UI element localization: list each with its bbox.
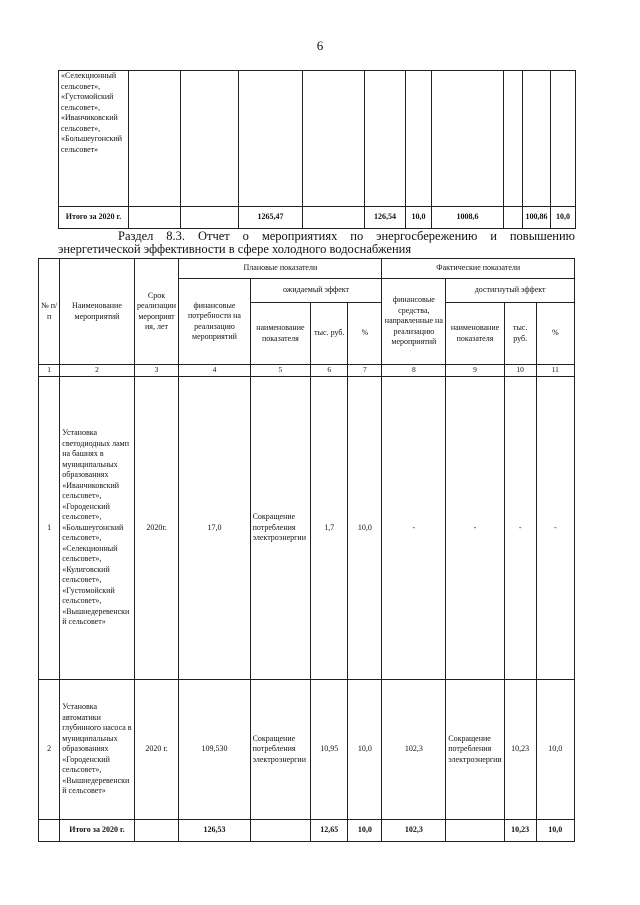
top-total-fact-fin: 1008,6 bbox=[432, 207, 504, 229]
section-title bbox=[58, 230, 575, 256]
total-exp-sum: 12,65 bbox=[311, 820, 348, 842]
total-ach-pct: 10,0 bbox=[536, 820, 574, 842]
top-total-ach-sum: 100,86 bbox=[523, 207, 551, 229]
header-exp-pct: % bbox=[348, 303, 382, 365]
top-total-exp-sum: 126,54 bbox=[365, 207, 406, 229]
total-fin: 126,53 bbox=[179, 820, 250, 842]
continued-table bbox=[58, 70, 576, 229]
top-total-ach-pct: 10,0 bbox=[551, 207, 576, 229]
top-total-exp-pct: 10,0 bbox=[406, 207, 432, 229]
total-ach-sum: 10,23 bbox=[504, 820, 536, 842]
row-fact-fin: - bbox=[382, 377, 446, 680]
row-term: 2020 г. bbox=[134, 680, 179, 820]
col-number: 10 bbox=[504, 365, 536, 377]
top-total-label: Итого за 2020 г. bbox=[59, 207, 129, 229]
header-ach-sum: тыс. руб. bbox=[504, 303, 536, 365]
section-title-line2: энергетической эффективности в сфере холодного водоснабжения bbox=[58, 242, 412, 256]
row-ach-pct: - bbox=[536, 377, 574, 680]
section-title-line1: Раздел 8.3. Отчет о мероприятиях по энергосбережению и повышению bbox=[118, 229, 575, 243]
col-number: 3 bbox=[134, 365, 179, 377]
header-name: Наименование мероприятий bbox=[60, 259, 134, 365]
table-row bbox=[39, 680, 575, 820]
col-number: 7 bbox=[348, 365, 382, 377]
col-number: 1 bbox=[39, 365, 60, 377]
col-number: 6 bbox=[311, 365, 348, 377]
header-ach-pct: % bbox=[536, 303, 574, 365]
row-exp-pct: 10,0 bbox=[348, 680, 382, 820]
header-plan-group: Плановые показатели bbox=[179, 259, 382, 279]
page-number: 6 bbox=[316, 38, 324, 53]
total-fact-fin: 102,3 bbox=[382, 820, 446, 842]
col-number: 11 bbox=[536, 365, 574, 377]
row-fin: 109,530 bbox=[179, 680, 250, 820]
col-number: 2 bbox=[60, 365, 134, 377]
row-exp-sum: 10,95 bbox=[311, 680, 348, 820]
total-row bbox=[39, 820, 575, 842]
row-num: 2 bbox=[39, 680, 60, 820]
row-fin: 17,0 bbox=[179, 377, 250, 680]
row-num: 1 bbox=[39, 377, 60, 680]
row-name: Установка автоматики глубинного насоса в муниципальных образованиях «Городенский сельсовет», «Вышнедеревенский сельсовет» bbox=[60, 680, 134, 820]
header-expected: ожидаемый эффект bbox=[250, 279, 382, 303]
row-exp-pct: 10,0 bbox=[348, 377, 382, 680]
header-ach-name: наименование показателя bbox=[446, 303, 504, 365]
row-exp-name: Сокращение потребления электроэнергии bbox=[250, 680, 311, 820]
header-exp-name: наименование показателя bbox=[250, 303, 311, 365]
col-number: 9 bbox=[446, 365, 504, 377]
row-name: Установка светодиодных ламп на башнях в муниципальных образованиях «Иванчиковский сельсовет», «Городенский сельсовет», «Большеугонский сельсовет», «Селекционный сельсовет», «Кулиговский сельсовет», «Густомойский сельсовет», «Вышнедеревенский сельсовет» bbox=[60, 377, 134, 680]
row-exp-name: Сокращение потребления электроэнергии bbox=[250, 377, 311, 680]
total-label: Итого за 2020 г. bbox=[60, 820, 134, 842]
row-ach-pct: 10,0 bbox=[536, 680, 574, 820]
row-ach-name: - bbox=[446, 377, 504, 680]
table-row bbox=[39, 377, 575, 680]
header-fact-fin: финансовые средства, направленные на реализацию мероприятий bbox=[382, 279, 446, 365]
measures-table bbox=[38, 258, 575, 842]
continued-name-cell: «Селекционный сельсовет», «Густомойский сельсовет», «Иванчиковский сельсовет», «Большеугонский сельсовет» bbox=[59, 71, 129, 207]
total-exp-pct: 10,0 bbox=[348, 820, 382, 842]
row-fact-fin: 102,3 bbox=[382, 680, 446, 820]
header-term: Срок реализации мероприятия, лет bbox=[134, 259, 179, 365]
row-term: 2020г. bbox=[134, 377, 179, 680]
col-number: 5 bbox=[250, 365, 311, 377]
row-exp-sum: 1,7 bbox=[311, 377, 348, 680]
header-num: № п/п bbox=[39, 259, 60, 365]
header-exp-sum: тыс. руб. bbox=[311, 303, 348, 365]
row-ach-sum: - bbox=[504, 377, 536, 680]
header-fact-group: Фактические показатели bbox=[382, 259, 575, 279]
top-total-fin: 1265,47 bbox=[239, 207, 303, 229]
col-number: 4 bbox=[179, 365, 250, 377]
row-ach-name: Сокращение потребления электроэнергии bbox=[446, 680, 504, 820]
header-plan-fin: финансовые потребности на реализацию мероприятий bbox=[179, 279, 250, 365]
row-ach-sum: 10,23 bbox=[504, 680, 536, 820]
header-achieved: достигнутый эффект bbox=[446, 279, 575, 303]
col-number: 8 bbox=[382, 365, 446, 377]
